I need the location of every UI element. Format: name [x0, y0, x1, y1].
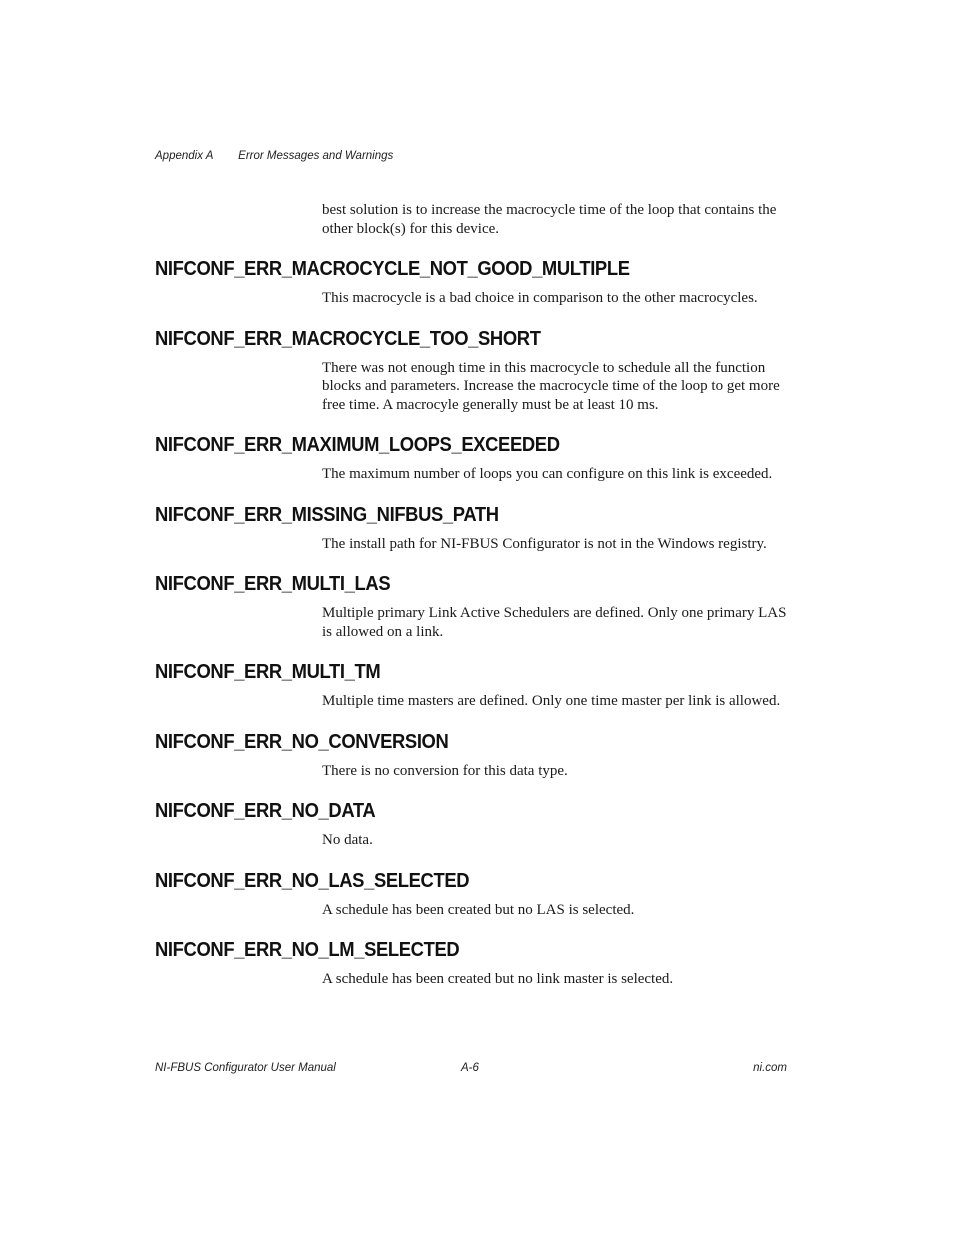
- error-description: There was not enough time in this macrocycle to schedule all the function blocks and parameters. Increase the macrocycle time of the loop to get more free time. A macrocyle generally must be at least 10 ms.: [322, 359, 780, 413]
- page-header: [155, 150, 393, 162]
- error-description: The maximum number of loops you can configure on this link is exceeded.: [322, 466, 773, 482]
- error-description: A schedule has been created but no LAS is selected.: [322, 901, 635, 918]
- error-entry: [155, 573, 790, 641]
- footer-website: ni.com: [753, 1062, 787, 1074]
- error-entry: [155, 939, 790, 989]
- error-title: NIFCONF_ERR_MISSING_NIFBUS_PATH: [155, 503, 499, 526]
- error-description: Multiple time masters are defined. Only one time master per link is allowed.: [322, 693, 781, 709]
- error-title: NIFCONF_ERR_MACROCYCLE_TOO_SHORT: [155, 327, 541, 350]
- page-content: [155, 201, 790, 989]
- error-entry: [155, 258, 790, 308]
- error-title: NIFCONF_ERR_MAXIMUM_LOOPS_EXCEEDED: [155, 434, 560, 456]
- error-description: Multiple primary Link Active Schedulers are defined. Only one primary LAS is allowed on a link.: [322, 605, 787, 640]
- error-title: NIFCONF_ERR_MULTI_LAS: [155, 573, 391, 595]
- error-description: A schedule has been created but no link master is selected.: [322, 971, 674, 987]
- error-entry: [155, 504, 790, 554]
- error-title: NIFCONF_ERR_MULTI_TM: [155, 661, 381, 683]
- header-chapter: Error Messages and Warnings: [238, 150, 394, 162]
- error-title: NIFCONF_ERR_NO_LM_SELECTED: [155, 939, 460, 961]
- error-title: NIFCONF_ERR_NO_CONVERSION: [155, 730, 449, 753]
- error-description: This macrocycle is a bad choice in comparison to the other macrocycles.: [322, 290, 758, 306]
- error-title: NIFCONF_ERR_NO_LAS_SELECTED: [155, 869, 470, 892]
- error-entry: [155, 434, 790, 484]
- footer-manual-title: NI-FBUS Configurator User Manual: [155, 1062, 336, 1074]
- error-description: The install path for NI-FBUS Configurator is not in the Windows registry.: [322, 535, 767, 552]
- error-title: NIFCONF_ERR_MACROCYCLE_NOT_GOOD_MULTIPLE: [155, 258, 630, 280]
- error-description: There is no conversion for this data type.: [322, 762, 568, 779]
- page-number: A-6: [461, 1062, 479, 1074]
- error-description: No data.: [322, 832, 373, 848]
- error-entry: [155, 731, 790, 781]
- error-entry: [155, 870, 790, 920]
- error-entry: [155, 661, 790, 711]
- error-entry: [155, 328, 790, 415]
- header-appendix: Appendix A: [155, 150, 213, 162]
- error-title: NIFCONF_ERR_NO_DATA: [155, 800, 376, 822]
- intro-paragraph: best solution is to increase the macrocycle time of the loop that contains the other block(s) for this device.: [322, 202, 777, 237]
- error-entry: [155, 800, 790, 850]
